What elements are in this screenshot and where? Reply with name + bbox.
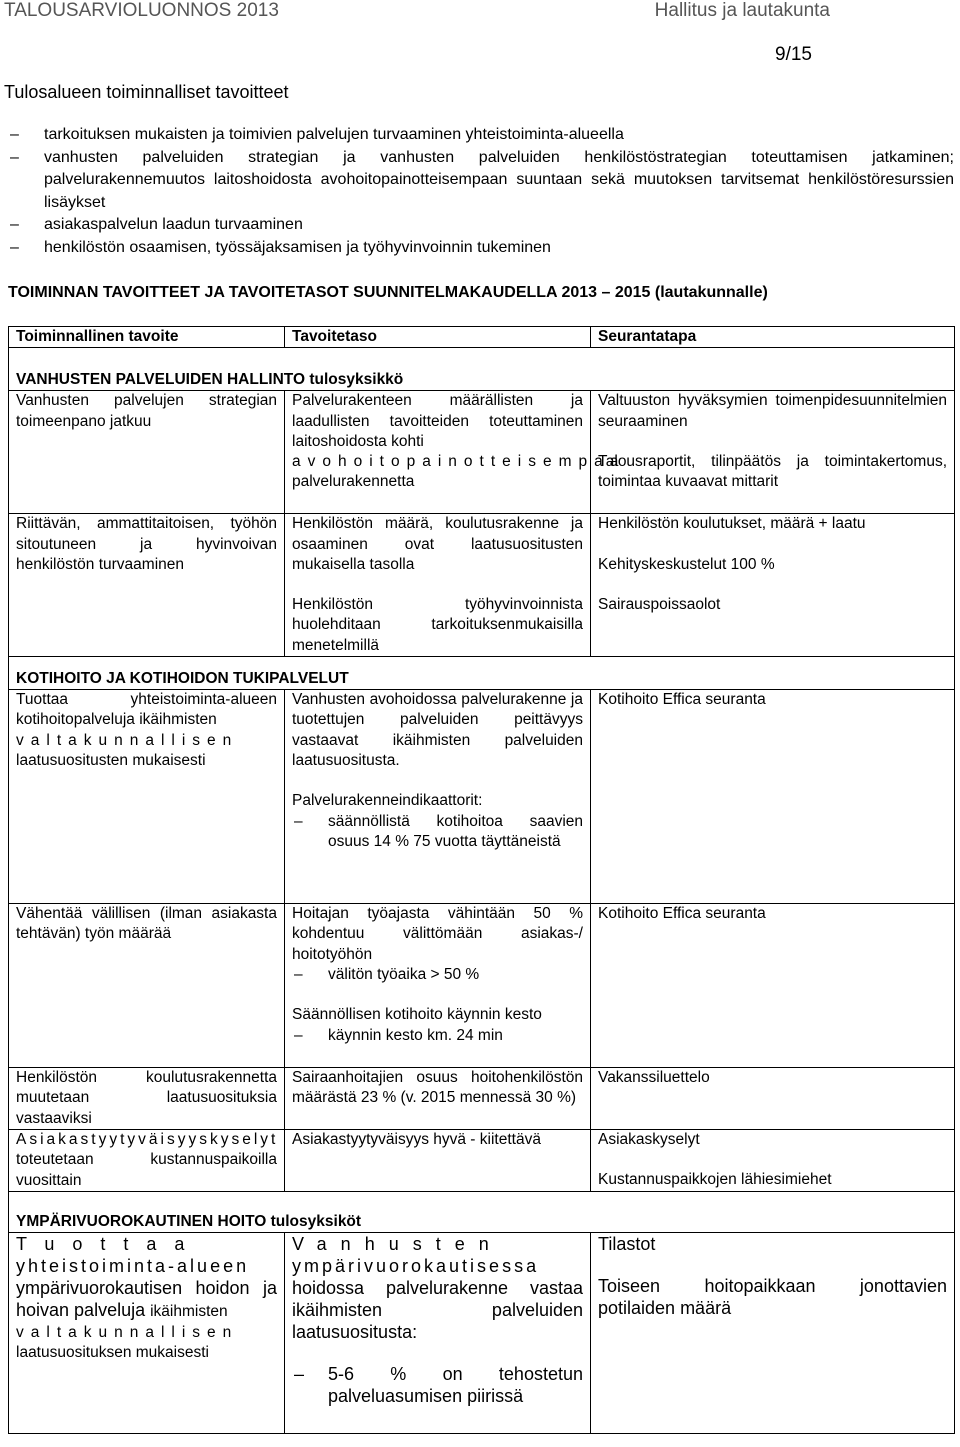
list-item: – tarkoituksen mukaisten ja toimivien palvelujen turvaaminen yhteistoiminta-alueella bbox=[6, 124, 954, 147]
section-name: KOTIHOITO JA KOTIHOIDON TUKIPALVELUT bbox=[16, 670, 349, 688]
list-item: – asiakaspalvelun laadun turvaaminen bbox=[6, 214, 954, 237]
document-title: TALOUSARVIOLUONNOS 2013 bbox=[4, 0, 279, 21]
follow-cell: Henkilöstön koulutukset, määrä + laatu Kehityskeskustelut 100 % Sairauspoissaolot bbox=[591, 514, 955, 657]
section-row bbox=[9, 657, 955, 690]
table-row bbox=[9, 1130, 955, 1192]
goal-cell: Tuottaa yhteistoiminta-alueen ympärivuorokautisen hoidon ja hoivan palveluja ikäihmisten valtakunnallisen laatusuosituksen mukaisesti bbox=[9, 1233, 285, 1434]
table-header-row bbox=[9, 327, 955, 348]
column-header: Toiminnallinen tavoite bbox=[9, 327, 285, 348]
list-item: – vanhusten palveluiden strategian ja vanhusten palveluiden henkilöstöstrategian toteuttamisen jatkaminen; palvelurakennemuutos laitoshoidosta avohoitopainotteisempaan suuntaan sekä muutoksen tarvitsemat henkilöstöresurssien lisäykset bbox=[6, 147, 954, 215]
column-header: Tavoitetaso bbox=[285, 327, 591, 348]
section-row bbox=[9, 348, 955, 391]
section-name: YMPÄRIVUOROKAUTINEN HOITO bbox=[16, 1213, 267, 1231]
page-number: 9/15 bbox=[775, 44, 812, 65]
section-row bbox=[9, 1192, 955, 1233]
follow-cell: Vakanssiluettelo bbox=[591, 1068, 955, 1130]
header-organisation: Hallitus ja lautakunta bbox=[654, 0, 830, 21]
goal-list bbox=[6, 124, 954, 259]
table-row bbox=[9, 904, 955, 1068]
goal-cell: Tuottaa yhteistoiminta-alueen kotihoitopalveluja ikäihmisten valtakunnallisen laatusuositusten mukaisesti bbox=[9, 690, 285, 904]
table-row bbox=[9, 1233, 955, 1434]
target-cell: Hoitajan työajasta vähintään 50 % kohdentuu välittömään asiakas-/ hoitotyöhön – välitön työaika > 50 % Säännöllisen kotihoito käynnin kesto – käynnin kesto km. 24 min bbox=[285, 904, 591, 1068]
table-row bbox=[9, 514, 955, 657]
goal-cell: Asiakastyytyväisyyskyselyt toteutetaan kustannuspaikoilla vuosittain bbox=[9, 1130, 285, 1192]
follow-cell: Kotihoito Effica seuranta bbox=[591, 904, 955, 1068]
section-name: VANHUSTEN PALVELUIDEN HALLINTO bbox=[16, 371, 306, 389]
follow-cell: Valtuuston hyväksymien toimenpidesuunnitelmien seuraaminen Talousraportit, tilinpäätös ja toimintakertomus, toimintaa kuvaavat mittarit bbox=[591, 391, 955, 514]
table-heading: TOIMINNAN TAVOITTEET JA TAVOITETASOT SUUNNITELMAKAUDELLA 2013 – 2015 (lautakunnalle) bbox=[8, 284, 768, 301]
follow-cell: Asiakaskyselyt Kustannuspaikkojen lähiesimiehet bbox=[591, 1130, 955, 1192]
list-item: – säännöllistä kotihoitoa saavien osuus 14 % 75 vuotta täyttäneistä bbox=[292, 812, 583, 853]
follow-cell: Tilastot Toiseen hoitopaikkaan jonottavien potilaiden määrä bbox=[591, 1233, 955, 1434]
table-row bbox=[9, 391, 955, 514]
section-unit: tulosyksiköt bbox=[270, 1213, 362, 1231]
follow-cell: Kotihoito Effica seuranta bbox=[591, 690, 955, 904]
target-cell: Henkilöstön määrä, koulutusrakenne ja osaaminen ovat laatusuositusten mukaisella tasolla Henkilöstön työhyvinvoinnista huolehditaan tarkoituksenmukaisilla menetelmillä bbox=[285, 514, 591, 657]
section-unit: tulosyksikkö bbox=[309, 371, 404, 389]
list-item: – 5-6 % on tehostetun palveluasumisen piirissä bbox=[292, 1363, 583, 1407]
page-header bbox=[0, 0, 960, 24]
section-title: Tulosalueen toiminnalliset tavoitteet bbox=[4, 82, 289, 102]
column-header: Seurantatapa bbox=[591, 327, 955, 348]
goals-table bbox=[8, 326, 955, 1434]
goal-cell: Vähentää välillisen (ilman asiakasta tehtävän) työn määrää bbox=[9, 904, 285, 1068]
target-cell: Sairaanhoitajien osuus hoitohenkilöstön määrästä 23 % (v. 2015 mennessä 30 %) bbox=[285, 1068, 591, 1130]
target-cell: Asiakastyytyväisyys hyvä - kiitettävä bbox=[285, 1130, 591, 1192]
list-item: – välitön työaika > 50 % bbox=[292, 965, 583, 985]
target-cell: Palvelurakenteen määrällisten ja laadullisten tavoitteiden toteuttaminen laitoshoidosta kohti avohoitopainotteisempaa palvelurakennetta bbox=[285, 391, 591, 514]
target-cell: Vanhusten ympärivuorokautisessa hoidossa palvelurakenne vastaa ikäihmisten palveluiden laatusuositusta: – 5-6 % on tehostetun palveluasumisen piirissä bbox=[285, 1233, 591, 1434]
table-row bbox=[9, 1068, 955, 1130]
list-item: – käynnin kesto km. 24 min bbox=[292, 1026, 583, 1046]
goal-cell: Riittävän, ammattitaitoisen, työhön sitoutuneen ja hyvinvoivan henkilöstön turvaaminen bbox=[9, 514, 285, 657]
goal-cell: Henkilöstön koulutusrakennetta muutetaan laatusuosituksia vastaaviksi bbox=[9, 1068, 285, 1130]
list-item: – henkilöstön osaamisen, työssäjaksamisen ja työhyvinvoinnin tukeminen bbox=[6, 237, 954, 260]
target-cell: Vanhusten avohoidossa palvelurakenne ja tuotettujen palveluiden peittävyys vastaavat ikäihmisten palveluiden laatusuositusta. Palvelurakenneindikaattorit: – säännöllistä kotihoitoa saavien osuus 14 % 75 vuotta täyttäneistä bbox=[285, 690, 591, 904]
goal-cell: Vanhusten palvelujen strategian toimeenpano jatkuu bbox=[9, 391, 285, 514]
table-row bbox=[9, 690, 955, 904]
